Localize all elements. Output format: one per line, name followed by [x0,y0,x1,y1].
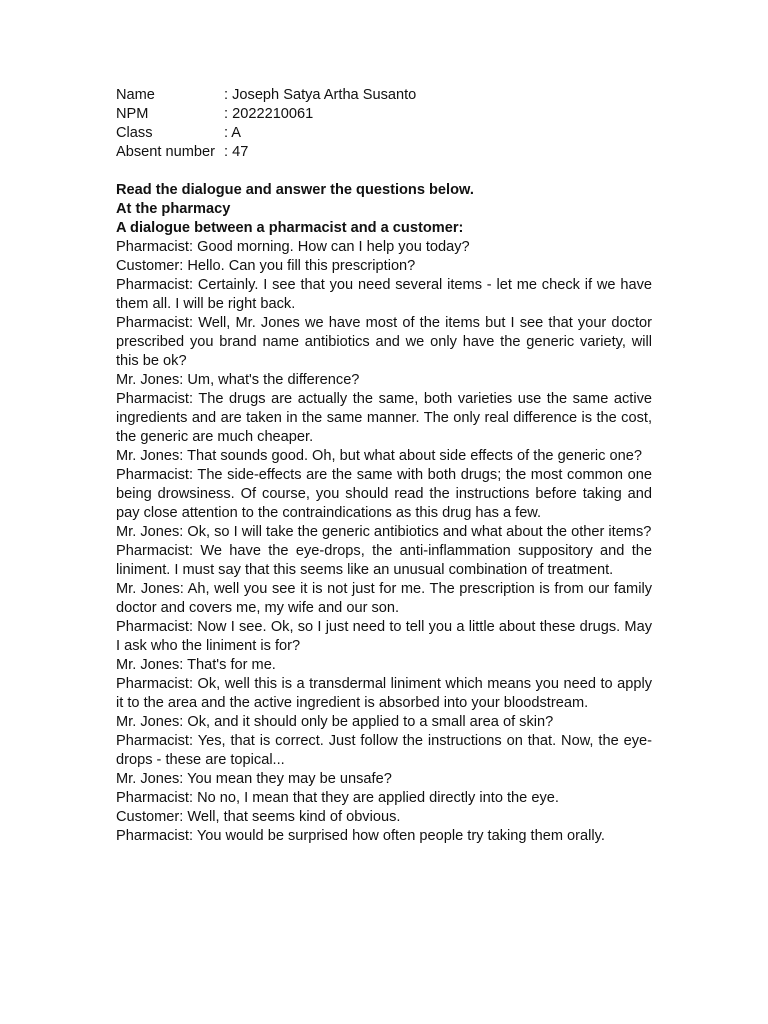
info-row-class [116,124,652,143]
info-value: : A [224,125,242,141]
dialogue-line: Pharmacist: The side-effects are the same with both drugs; the most common one being drowsiness. Of course, you should read the instructions before taking and pay close attention to the contraindications as this drug has a few. [116,467,652,521]
section-heading: At the pharmacy [116,201,231,217]
dialogue-subheading: A dialogue between a pharmacist and a customer: [116,220,464,236]
dialogue-line: Pharmacist: No no, I mean that they are applied directly into the eye. [116,790,559,806]
info-label: Name [116,87,155,103]
info-label: NPM [116,106,149,122]
info-value: : Joseph Satya Artha Susanto [224,87,417,103]
instructions: Read the dialogue and answer the questions below. [116,182,474,198]
dialogue-line: Mr. Jones: Ok, so I will take the generic antibiotics and what about the other items? [116,524,652,540]
dialogue-line: Mr. Jones: Ok, and it should only be applied to a small area of skin? [116,714,554,730]
student-info [116,86,652,162]
dialogue-line: Pharmacist: Certainly. I see that you need several items - let me check if we have them all. I will be right back. [116,277,652,312]
dialogue-line: Pharmacist: Ok, well this is a transdermal liniment which means you need to apply it to the area and the active ingredient is absorbed into your bloodstream. [116,676,652,711]
dialogue-line: Customer: Hello. Can you fill this prescription? [116,258,416,274]
dialogue-line: Mr. Jones: Um, what's the difference? [116,372,360,388]
dialogue [116,238,652,846]
dialogue-line: Pharmacist: Yes, that is correct. Just follow the instructions on that. Now, the eye-drops - these are topical... [116,733,652,768]
dialogue-line: Mr. Jones: Ah, well you see it is not just for me. The prescription is from our family doctor and covers me, my wife and our son. [116,581,652,616]
info-label: Class [116,125,153,141]
dialogue-line: Pharmacist: We have the eye-drops, the anti-inflammation suppository and the liniment. I must say that this seems like an unusual combination of treatment. [116,543,652,578]
info-row-name [116,86,652,105]
dialogue-line: Mr. Jones: You mean they may be unsafe? [116,771,392,787]
dialogue-line: Mr. Jones: That sounds good. Oh, but what about side effects of the generic one? [116,448,642,464]
info-value: : 47 [224,144,249,160]
dialogue-line: Mr. Jones: That's for me. [116,657,276,673]
dialogue-line: Customer: Well, that seems kind of obvious. [116,809,401,825]
dialogue-line: Pharmacist: You would be surprised how often people try taking them orally. [116,828,605,844]
dialogue-line: Pharmacist: Good morning. How can I help you today? [116,239,470,255]
dialogue-line: Pharmacist: The drugs are actually the same, both varieties use the same active ingredients and are taken in the same manner. The only real difference is the cost, the generic are much cheaper. [116,391,652,445]
info-row-npm [116,105,652,124]
info-value: : 2022210061 [224,106,314,122]
dialogue-line: Pharmacist: Now I see. Ok, so I just need to tell you a little about these drugs. May I ask who the liniment is for? [116,619,652,654]
dialogue-line: Pharmacist: Well, Mr. Jones we have most of the items but I see that your doctor prescribed you brand name antibiotics and we only have the generic variety, will this be ok? [116,315,652,369]
info-row-absent-number [116,143,652,162]
blank-line [116,162,652,181]
document-page [116,86,652,846]
info-label: Absent number [116,144,215,160]
